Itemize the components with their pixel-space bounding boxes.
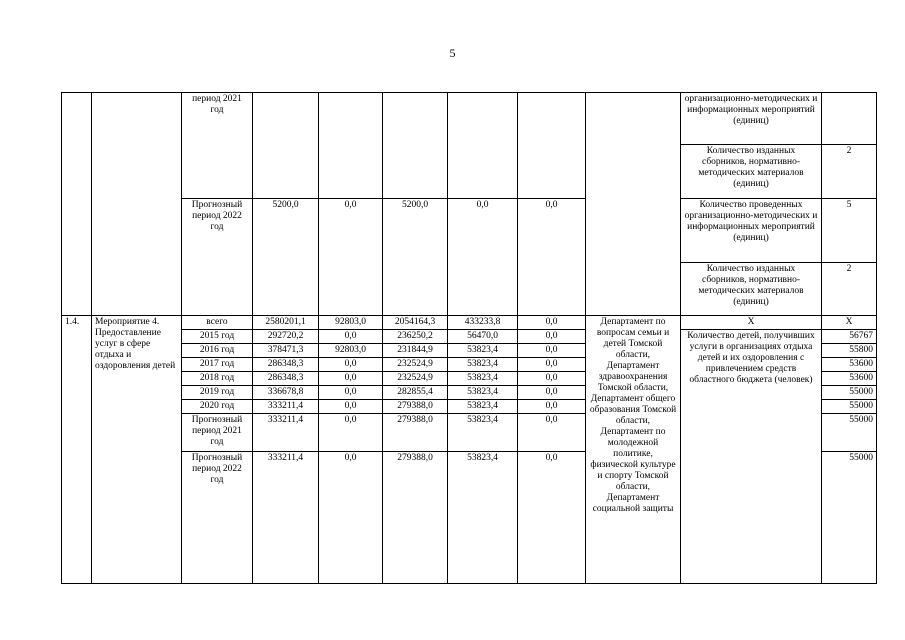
cell-period: Прогнозный период 2021 год	[182, 414, 253, 452]
cell-indicator: Количество изданных сборников, нормативно-методических материалов (единиц)	[681, 145, 822, 199]
cell-regional: 231844,9	[383, 344, 448, 358]
cell-regional: 279388,0	[383, 414, 448, 452]
cell-extra	[518, 93, 586, 199]
cell-period: 2017 год	[182, 358, 253, 372]
cell-federal: 0,0	[319, 400, 383, 414]
cell-period: 2018 год	[182, 372, 253, 386]
cell-indicator-value: 53600	[822, 358, 877, 372]
cell-regional: 279388,0	[383, 452, 448, 584]
cell-total: 333211,4	[253, 400, 319, 414]
cell-federal: 0,0	[319, 452, 383, 584]
cell-period: 2016 год	[182, 344, 253, 358]
cell-indicator: Количество детей, получивших услуги в организациях отдыха детей и их оздоровления с привлечением средств областного бюджета (человек)	[681, 330, 822, 584]
cell-indicator-value: 55000	[822, 452, 877, 584]
cell-extra: 0,0	[518, 344, 586, 358]
cell-period: 2020 год	[182, 400, 253, 414]
cell-measure-name	[92, 93, 182, 316]
cell-federal	[319, 93, 383, 199]
cell-federal: 0,0	[319, 330, 383, 344]
cell-indicator: X	[681, 316, 822, 330]
cell-regional: 2054164,3	[383, 316, 448, 330]
cell-total: 378471,3	[253, 344, 319, 358]
cell-extra: 0,0	[518, 330, 586, 344]
cell-total: 2580201,1	[253, 316, 319, 330]
cell-regional: 282855,4	[383, 386, 448, 400]
cell-period: 2015 год	[182, 330, 253, 344]
cell-number: 1.4.	[62, 316, 92, 584]
cell-period: 2019 год	[182, 386, 253, 400]
cell-regional: 279388,0	[383, 400, 448, 414]
cell-local: 53823,4	[448, 414, 518, 452]
cell-indicator-value: 55800	[822, 344, 877, 358]
cell-total: 333211,4	[253, 414, 319, 452]
cell-indicator: Количество проведенных организационно-методических и информационных мероприятий (единиц)	[681, 199, 822, 263]
cell-period: всего	[182, 316, 253, 330]
cell-executor	[586, 93, 681, 316]
cell-regional: 232524,9	[383, 358, 448, 372]
cell-local: 433233,8	[448, 316, 518, 330]
cell-total: 286348,3	[253, 372, 319, 386]
cell-federal: 0,0	[319, 358, 383, 372]
cell-extra: 0,0	[518, 452, 586, 584]
cell-period: Прогнозный период 2022 год	[182, 452, 253, 584]
cell-regional: 236250,2	[383, 330, 448, 344]
cell-local: 53823,4	[448, 452, 518, 584]
table-row	[62, 199, 877, 263]
cell-federal: 0,0	[319, 414, 383, 452]
cell-indicator-value: 2	[822, 145, 877, 199]
cell-total: 5200,0	[253, 199, 319, 316]
cell-regional: 5200,0	[383, 199, 448, 316]
cell-extra: 0,0	[518, 358, 586, 372]
cell-indicator: Количество изданных сборников, нормативно-методических материалов (единиц)	[681, 263, 822, 316]
cell-federal: 0,0	[319, 372, 383, 386]
cell-extra: 0,0	[518, 199, 586, 316]
table-row	[62, 93, 877, 145]
cell-indicator-value: 5	[822, 199, 877, 263]
cell-local: 0,0	[448, 199, 518, 316]
cell-local: 53823,4	[448, 386, 518, 400]
cell-measure-name: Мероприятие 4. Предоставление услуг в сфере отдыха и оздоровления детей	[92, 316, 182, 584]
cell-regional	[383, 93, 448, 199]
cell-extra: 0,0	[518, 316, 586, 330]
cell-local: 53823,4	[448, 400, 518, 414]
cell-period: Прогнозный период 2022 год	[182, 199, 253, 316]
cell-extra: 0,0	[518, 400, 586, 414]
page-number: 5	[449, 46, 456, 60]
cell-total: 336678,8	[253, 386, 319, 400]
program-table	[61, 92, 877, 584]
cell-local: 53823,4	[448, 358, 518, 372]
cell-local: 53823,4	[448, 344, 518, 358]
cell-federal: 0,0	[319, 199, 383, 316]
cell-indicator-value: 53600	[822, 372, 877, 386]
table-row	[62, 330, 877, 344]
cell-extra: 0,0	[518, 372, 586, 386]
cell-indicator-value: 55000	[822, 386, 877, 400]
cell-local: 56470,0	[448, 330, 518, 344]
cell-period: период 2021 год	[182, 93, 253, 199]
cell-total: 292720,2	[253, 330, 319, 344]
cell-total: 333211,4	[253, 452, 319, 584]
table-row	[62, 316, 877, 330]
cell-local: 53823,4	[448, 372, 518, 386]
cell-local	[448, 93, 518, 199]
cell-federal: 92803,0	[319, 344, 383, 358]
cell-total: 286348,3	[253, 358, 319, 372]
cell-indicator-value: 56767	[822, 330, 877, 344]
cell-indicator-value: 2	[822, 263, 877, 316]
cell-indicator-value: X	[822, 316, 877, 330]
cell-executor: Департамент по вопросам семьи и детей Томской области, Департамент здравоохранения Томской области, Департамент общего образования Томской области, Департамент по молодежной политике, физической культуре и спорту Томской области, Департамент социальной защиты	[586, 316, 681, 584]
cell-total	[253, 93, 319, 199]
cell-indicator: организационно-методических и информационных мероприятий (единиц)	[681, 93, 822, 145]
cell-extra: 0,0	[518, 386, 586, 400]
cell-regional: 232524,9	[383, 372, 448, 386]
cell-number	[62, 93, 92, 316]
cell-indicator-value: 55000	[822, 414, 877, 452]
cell-federal: 92803,0	[319, 316, 383, 330]
cell-indicator-value: 55000	[822, 400, 877, 414]
cell-indicator-value	[822, 93, 877, 145]
cell-federal: 0,0	[319, 386, 383, 400]
cell-extra: 0,0	[518, 414, 586, 452]
